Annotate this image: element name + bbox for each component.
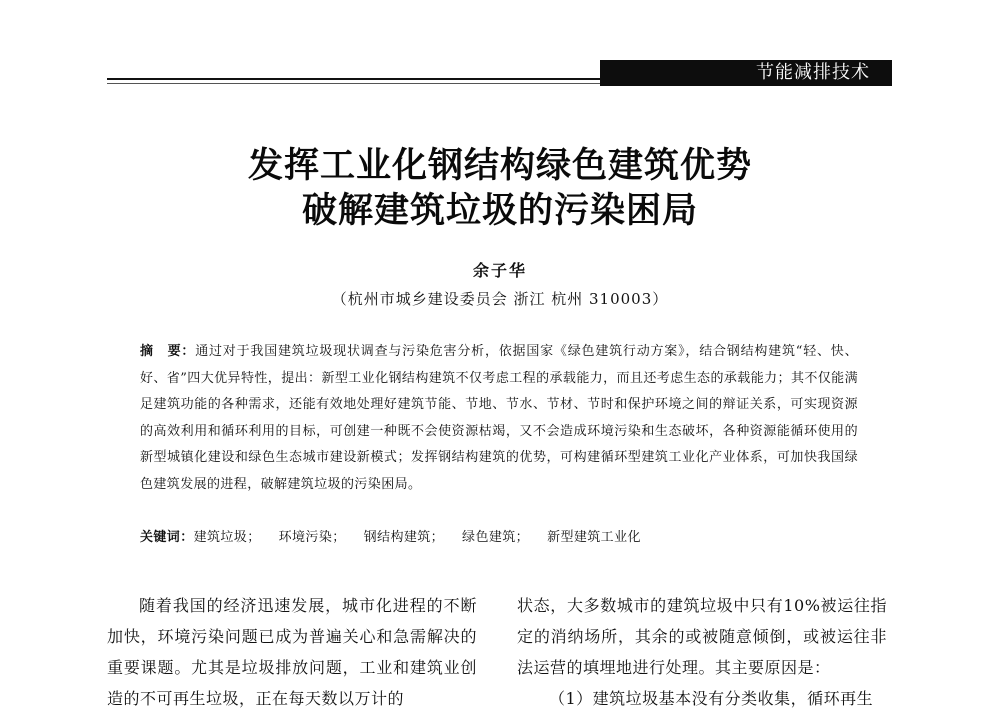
keyword: 钢结构建筑；	[363, 530, 445, 545]
keyword: 环境污染；	[278, 530, 346, 545]
keywords-label: 关键词：	[140, 530, 194, 545]
abstract	[140, 339, 858, 499]
abstract-text: 通过对于我国建筑垃圾现状调查与污染危害分析，依据国家《绿色建筑行动方案》，结合钢结构建筑“轻、快、好、省”四大优异特性，提出：新型工业化钢结构建筑不仅考虑工程的承载能力，而且还考虑生态的承载能力；其不仅能满足建筑功能的各种需求，还能有效地处理好建筑节能、节地、节水、节材、节时和保护环境之间的辩证关系，可实现资源的高效利用和循环利用的目标，可创建一种既不会使资源枯竭，又不会造成环境污染和生态破坏，各种资源能循环使用的新型城镇化建设和绿色生态城市建设新模式；发挥钢结构建筑的优势，可构建循环型建筑工业化产业体系，可加快我国绿色建筑发展的进程，破解建筑垃圾的污染困局。	[140, 344, 859, 492]
section-tag: 节能减排技术	[600, 60, 892, 86]
body-column-left	[107, 590, 477, 714]
keywords	[140, 528, 858, 548]
keyword: 建筑垃圾；	[193, 530, 261, 545]
body-paragraph: 状态，大多数城市的建筑垃圾中只有10%被运往指定的消纳场所，其余的或被随意倾倒，或被运往非法运营的填埋地进行处理。其主要原因是：	[517, 596, 887, 677]
body-paragraph: （1）建筑垃圾基本没有分类收集，循环再生	[549, 689, 874, 708]
author-name: 余子华	[472, 261, 527, 280]
article-title-line-1: 发挥工业化钢结构绿色建筑优势	[247, 146, 752, 186]
abstract-label: 摘 要：	[140, 344, 196, 359]
author-affiliation: （杭州市城乡建设委员会 浙江 杭州 310003）	[331, 290, 669, 308]
keyword: 绿色建筑；	[462, 530, 530, 545]
article-title-line-2: 破解建筑垃圾的污染困局	[301, 191, 698, 231]
body-column-right	[517, 590, 887, 714]
header-rule-thin	[107, 83, 602, 84]
keyword: 新型建筑工业化	[547, 530, 641, 545]
header-rule-thick	[107, 78, 602, 80]
body-paragraph: 随着我国的经济迅速发展，城市化进程的不断加快，环境污染问题已成为普遍关心和急需解决的重要课题。尤其是垃圾排放问题，工业和建筑业创造的不可再生垃圾，正在每天数以万计的	[107, 596, 477, 708]
